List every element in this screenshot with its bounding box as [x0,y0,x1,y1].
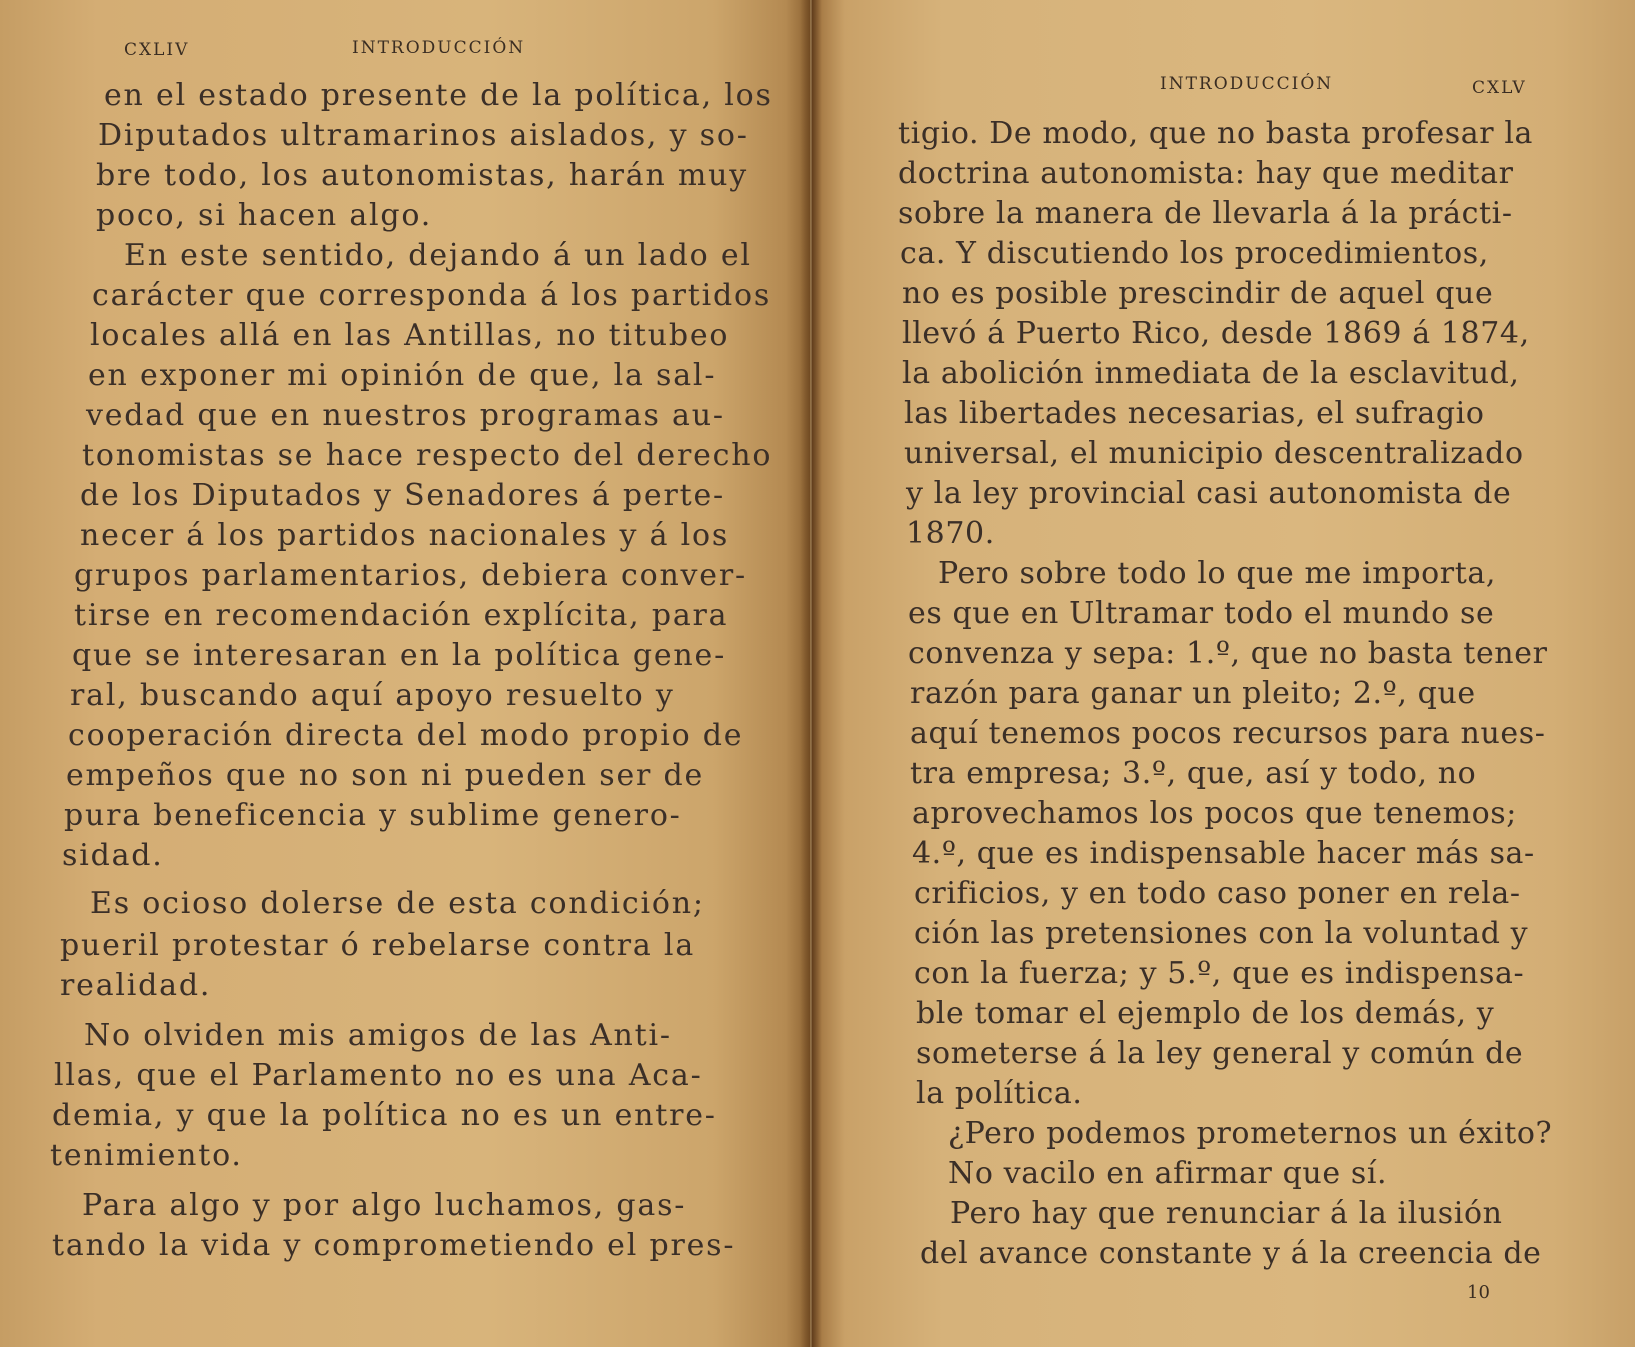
text-line: en exponer mi opinión de que, la sal- [88,358,717,393]
right-folio: CXLV [1472,78,1527,98]
text-line: Es ocioso dolerse de esta condición; [90,886,705,921]
text-line: universal, el municipio descentralizado [904,436,1524,471]
text-line: no es posible prescindir de aquel que [902,276,1494,311]
text-line: sidad. [62,838,164,873]
right-page [812,0,1635,1347]
text-line: Diputados ultramarinos aislados, y so- [98,118,749,153]
text-line: de los Diputados y Senadores á perte- [80,478,725,513]
text-line: tando la vida y comprometiendo el pres- [52,1228,736,1263]
left-running-head: INTRODUCCIÓN [352,38,526,58]
text-line: del avance constante y á la creencia de [920,1236,1542,1271]
text-line: aquí tenemos pocos recursos para nues- [910,716,1546,751]
text-line: tigio. De modo, que no basta profesar la [898,116,1534,151]
text-line: tra empresa; 3.º, que, así y todo, no [910,756,1477,791]
text-line: En este sentido, dejando á un lado el [124,238,752,273]
text-line: doctrina autonomista: hay que meditar [898,156,1514,191]
text-line: y la ley provincial casi autonomista de [906,476,1512,511]
text-line: pura beneficencia y sublime genero- [64,798,682,833]
text-line: ¿Pero podemos prometernos un éxito? [948,1116,1553,1151]
text-line: que se interesaran en la política gene- [72,638,727,673]
text-line: en el estado presente de la política, los [104,78,773,113]
book-gutter [800,0,822,1347]
right-running-head: INTRODUCCIÓN [1160,74,1334,94]
text-line: demia, y que la política no es un entre- [52,1098,717,1133]
text-line: 4.º, que es indispensable hacer más sa- [912,836,1535,871]
text-line: carácter que corresponda á los partidos [92,278,772,313]
text-line: No olviden mis amigos de las Anti- [84,1018,672,1053]
text-line: bre todo, los autonomistas, harán muy [96,158,749,193]
text-line: ca. Y discutiendo los procedimientos, [900,236,1489,271]
text-line: convenza y sepa: 1.º, que no basta tener [908,636,1548,671]
text-line: locales allá en las Antillas, no titubeo [90,318,730,353]
text-line: aprovechamos los pocos que tenemos; [912,796,1518,831]
text-line: las libertades necesarias, el sufragio [904,396,1485,431]
text-line: tonomistas se hace respecto del derecho [82,438,773,473]
text-line: llevó á Puerto Rico, desde 1869 á 1874, [902,316,1530,351]
text-line: 1870. [906,516,995,551]
right-body-text [898,116,1610,1316]
text-line: empeños que no son ni pueden ser de [66,758,705,793]
text-line: Para algo y por algo luchamos, gas- [82,1188,687,1223]
text-line: No vacilo en afirmar que sí. [948,1156,1388,1191]
text-line: llas, que el Parlamento no es una Aca- [54,1058,703,1093]
text-line: someterse á la ley general y común de [916,1036,1524,1071]
text-line: vedad que en nuestros programas au- [86,398,725,433]
left-body-text [50,78,773,1278]
text-line: necer á los partidos nacionales y á los [80,518,730,553]
text-line: ción las pretensiones con la voluntad y [914,916,1529,951]
text-line: Pero hay que renunciar á la ilusión [950,1196,1503,1231]
left-folio: CXLIV [124,40,190,60]
text-line: cooperación directa del modo propio de [68,718,744,753]
text-line: con la fuerza; y 5.º, que es indispensa- [914,956,1525,991]
text-line: tenimiento. [50,1138,243,1173]
text-line: ble tomar el ejemplo de los demás, y [916,996,1495,1031]
text-line: la abolición inmediata de la esclavitud, [902,356,1520,391]
text-line: realidad. [60,968,212,1003]
signature-mark: 10 [1467,1282,1490,1303]
text-line: ral, buscando aquí apoyo resuelto y [70,678,675,713]
text-line: sobre la manera de llevarla á la prácti- [898,196,1513,231]
text-line: la política. [916,1076,1083,1111]
text-line: razón para ganar un pleito; 2.º, que [910,676,1476,711]
text-line: Pero sobre todo lo que me importa, [938,556,1497,591]
text-line: crificios, y en todo caso poner en rela- [914,876,1521,911]
left-page [0,0,810,1347]
text-line: es que en Ultramar todo el mundo se [908,596,1495,631]
text-line: poco, si hacen algo. [96,198,433,233]
text-line: pueril protestar ó rebelarse contra la [60,928,696,963]
text-line: grupos parlamentarios, debiera conver- [74,558,747,593]
text-line: tirse en recomendación explícita, para [74,598,729,633]
